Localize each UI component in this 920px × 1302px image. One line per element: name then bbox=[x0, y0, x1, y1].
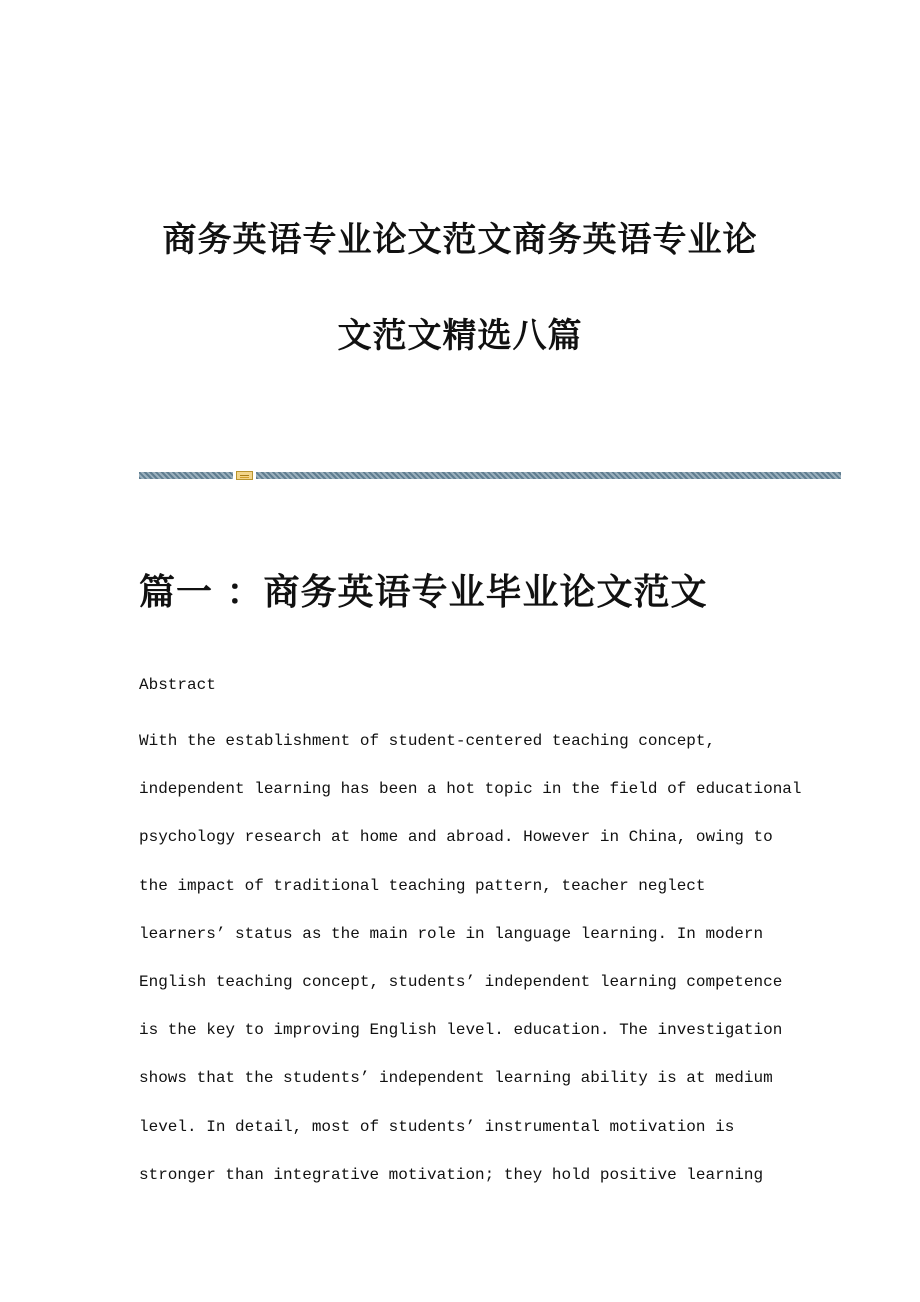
divider-bar-left bbox=[139, 472, 233, 479]
body-line: independent learning has been a hot topic in the field of educational bbox=[139, 780, 802, 799]
abstract-body bbox=[139, 730, 802, 1212]
document-title-line-2: 文范文精选八篇 bbox=[337, 316, 583, 356]
document-title-line-1: 商务英语专业论文范文商务英语专业论 bbox=[162, 220, 758, 260]
body-line: psychology research at home and abroad. However in China, owing to bbox=[139, 828, 773, 847]
body-line: the impact of traditional teaching pattern, teacher neglect bbox=[139, 876, 706, 895]
divider-bar-right bbox=[256, 472, 841, 479]
body-line: stronger than integrative motivation; they hold positive learning bbox=[139, 1165, 764, 1184]
body-line: English teaching concept, students’ independent learning competence bbox=[139, 972, 783, 991]
body-line: level. In detail, most of students’ instrumental motivation is bbox=[139, 1117, 735, 1136]
body-line: With the establishment of student-centered teaching concept, bbox=[139, 732, 716, 750]
section-divider bbox=[139, 471, 841, 480]
body-line: learners’ status as the main role in language learning. In modern bbox=[139, 924, 764, 943]
ornament-icon bbox=[236, 471, 253, 480]
section-heading: 篇一 ：商务英语专业毕业论文范文 bbox=[139, 571, 708, 613]
body-line: is the key to improving English level. education. The investigation bbox=[139, 1021, 783, 1040]
abstract-label: Abstract bbox=[139, 676, 216, 694]
body-line: shows that the students’ independent learning ability is at medium bbox=[139, 1069, 773, 1088]
